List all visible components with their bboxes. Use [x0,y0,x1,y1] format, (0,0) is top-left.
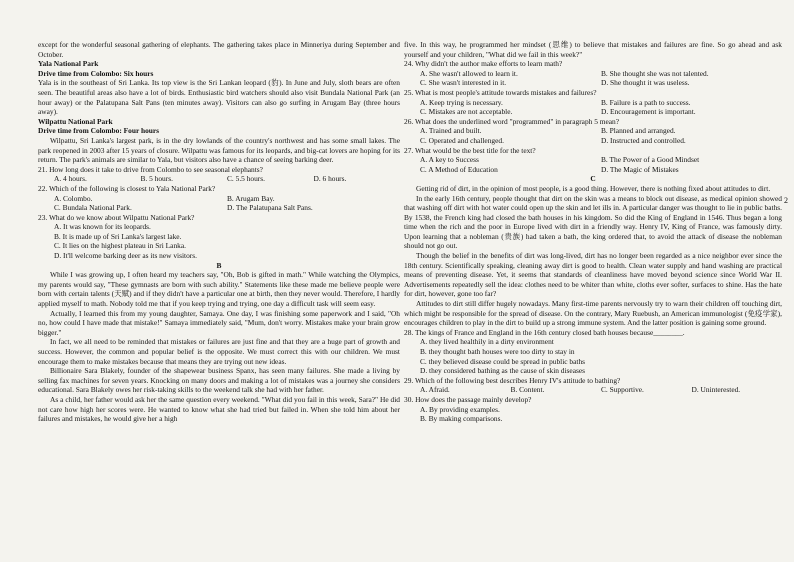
option-24d: D. She thought it was useless. [601,78,690,88]
section-c-label: C [590,174,596,184]
passage-b-paragraph-3: In fact, we all need to be reminded that mistakes or failures are just fine and that they are a huge part of growth and success. However, the common and popular belief is the opposite. We must correct this with our children. We must encourage them to make mistakes because that means they are trying out new ideas. [38,337,400,366]
option-27c: C. A Method of Education [420,164,498,174]
option-24a: A. She wasn't allowed to learn it. [420,68,518,78]
passage-b-paragraph-5-continued: five. In this way, he programmed her mindset (思维) to believe that mistakes and failures are fine. So go ahead and ask yourself and your children, "What did we fail in this week?" [404,40,782,59]
question-24: 24. Why didn't the author make efforts to learn math? [404,59,563,69]
option-30b: B. By making comparisons. [420,414,503,424]
passage-b-paragraph-5: As a child, her father would ask her the same question every weekend. "What did you fail in this week, Sara?" He did not care how high her scores were. He wanted to know what she had tried but failed in. When she told him about her failures and mistakes, he would give her a high [38,394,400,424]
option-26d: D. Instructed and controlled. [601,135,686,145]
option-24c: C. She wasn't interested in it. [420,78,507,88]
passage-b-paragraph-1: While I was growing up, I often heard my teachers say, "Oh, Bob is gifted in math." While watching the Olympics, my parents would say, "These gymnasts are born with such ability." Statements like these made me believe people were born with certain talents (天赋) and if they didn't have a particular one at birth, then they never would. Therefore, I hardly applied myself to math. Nobody told me that if you keep trying and trying, one day a difficult task will seem easy. [38,270,400,309]
option-22a: A. Colombo. [54,193,93,203]
question-21: 21. How long does it take to drive from Colombo to see seasonal elephants? [38,164,263,174]
question-26: 26. What does the underlined word "programmed" in paragraph 5 mean? [404,116,620,126]
option-28a: A. they lived healthily in a dirty environment [420,337,554,347]
option-21d: D. 6 hours. [313,174,347,184]
question-25: 25. What is most people's attitude towards mistakes and failures? [404,87,597,97]
option-28b: B. they thought bath houses were too dirty to stay in [420,347,575,356]
question-22: 22. Which of the following is closest to Yala National Park? [38,183,216,193]
option-25c: C. Mistakes are not acceptable. [420,107,513,117]
option-29d: D. Uninterested. [691,385,741,395]
option-24b: B. She thought she was not talented. [601,68,709,78]
option-30a: A. By providing examples. [420,404,500,414]
option-28d: D. they considered bathing as the cause of skin diseases [420,366,586,376]
question-29-options [420,385,782,395]
passage-c-paragraph-3: Though the belief in the benefits of dirt was long-lived, dirt has no longer been regarded as a nice neighbor ever since the 18th century. Scientifically speaking, cleaning away dirt is good to health. Clean water supply and hand washing are practical means of preventing disease. Yet, it seems that standards of cleanliness have moved beyond science since World War II. Advertisements repeatedly sell the idea: clothes need to be whiter than white, cloths ever softer, surfaces to shine. Has the hate for dirt, however, gone too far? [404,251,782,299]
option-23b: B. It is made up of Sri Lanka's largest lake. [54,231,182,241]
option-27a: A. A key to Success [420,155,479,165]
question-27: 27. What would be the best title for the text? [404,145,536,155]
question-30: 30. How does the passage mainly develop? [404,394,532,404]
option-26b: B. Planned and arranged. [601,126,676,136]
option-26a: A. Trained and built. [420,126,482,136]
passage-b-paragraph-4: Billionaire Sara Blakely, founder of the shapewear business Spanx, has seen many failures. She made a living by selling fax machines for seven years. Knocking on many doors and making a lot of mistakes was a journey she considers educational. Sara Blakely owes her risk-taking skills to the weekend talk she had with her father. [38,366,400,395]
question-23: 23. What do we know about Wilpattu National Park? [38,212,195,222]
question-27-options [420,155,782,174]
left-column [38,40,400,424]
option-22c: C. Bundala National Park. [54,203,132,213]
option-25b: B. Failure is a path to success. [601,97,691,107]
yala-text: Yala is in the southeast of Sri Lanka. Its top view is the Sri Lankan leopard (豹). In June and July, sloth bears are often seen. The beautiful areas also have a lot of birds. Enthusiastic bird watchers should also visit Bundala National Park (an hour away) or the Palatupana Salt Pans (ten minutes away). Visitors can also go surfing in Arugam Bay (three hours away). [38,78,400,117]
passage-c-paragraph-2: In the early 16th century, people thought that dirt on the skin was a means to block out disease, as medical opinion showed that washing off dirt with hot water could open up the skin and let ills in. A particular danger was thought to lie in public baths. By 1538, the French king had closed the bath houses in his kingdom. So did the King of England in 1546. Thus began a long time when the rich and the poor in Europe lived with dirt in a friendly way. Henry IV, King of France, was famously dirty. Upon learning that a nobleman (贵族) had taken a bath, the king ordered that, to avoid the attack of disease the nobleman should not go out. [404,193,782,251]
option-21c: C. 5.5 hours. [227,174,265,184]
wilpattu-drive-time: Drive time from Colombo: Four hours [38,126,160,136]
option-28c: C. they believed disease could be spread in public baths [420,356,586,366]
option-27b: B. The Power of a Good Mindset [601,155,700,165]
option-26c: C. Operated and challenged. [420,135,504,145]
page-margin-mark: 2 [784,196,788,205]
option-21a: A. 4 hours. [54,174,87,184]
question-24-options [420,69,782,88]
question-22-options [54,194,400,213]
option-29c: C. Supportive. [601,385,644,395]
option-29a: A. Afraid. [420,385,450,395]
option-23d: D. It'll welcome barking deer as its new visitors. [54,251,197,261]
option-21b: B. 5 hours. [140,174,173,184]
passage-c-paragraph-1: Getting rid of dirt, in the opinion of most people, is a good thing. However, there is nothing fixed about attitudes to dirt. [416,183,771,193]
question-25-options [420,98,782,117]
wilpattu-heading: Wilpattu National Park [38,116,113,126]
right-column [404,40,782,424]
question-28: 28. The kings of France and England in the 16th century closed bath houses because________. [404,327,685,337]
passage-a-intro: except for the wonderful seasonal gathering of elephants. The gathering takes place in Minneriya during September and October. [38,40,400,59]
yala-drive-time: Drive time from Colombo: Six hours [38,68,154,78]
passage-c-paragraph-4: Attitudes to dirt still differ hugely nowadays. Many first-time parents nervously try to warn their children off touching dirt, which might be responsible for the spread of disease. On the contrary, Mary Ruebush, an American immunologist (免疫学家), encourages children to play in the dirt to build up a strong immune system. And the latter position is gaining some ground. [404,299,782,328]
section-b-label: B [216,260,222,270]
option-22b: B. Arugam Bay. [227,193,275,203]
option-25d: D. Encouragement is important. [601,107,696,117]
option-22d: D. The Palatupana Salt Pans. [227,203,313,213]
question-23-options [54,222,400,260]
option-29b: B. Content. [510,385,545,395]
question-28-options [420,337,782,375]
passage-b-paragraph-2: Actually, I learned this from my young daughter, Samaya. One day, I was finishing some paperwork and I said, "Oh no, how could I have made that mistake!" Samaya immediately said, "Mum, don't worry. Mistakes make your brain grow bigger." [38,308,400,337]
option-25a: A. Keep trying is necessary. [420,97,503,107]
wilpattu-text: Wilpattu, Sri Lanka's largest park, is in the dry lowlands of the country's northwest and has some small lakes. The park reopened in 2003 after 15 years of closure. Wilpattu was famous for its leopards, and big-cat lovers are hoping for its return. The park's animals are similar to Yala, but visitors also have a chance of seeing barking deer. [38,135,400,165]
question-21-options [54,174,400,184]
question-29: 29. Which of the following best describes Henry IV's attitude to bathing? [404,375,621,385]
yala-heading: Yala National Park [38,59,99,69]
option-27d: D. The Magic of Mistakes [601,164,679,174]
question-30-options [420,405,782,424]
option-23c: C. It lies on the highest plateau in Sri Lanka. [54,241,186,251]
option-23a: A. It was known for its leopards. [54,222,151,232]
question-26-options [420,126,782,145]
